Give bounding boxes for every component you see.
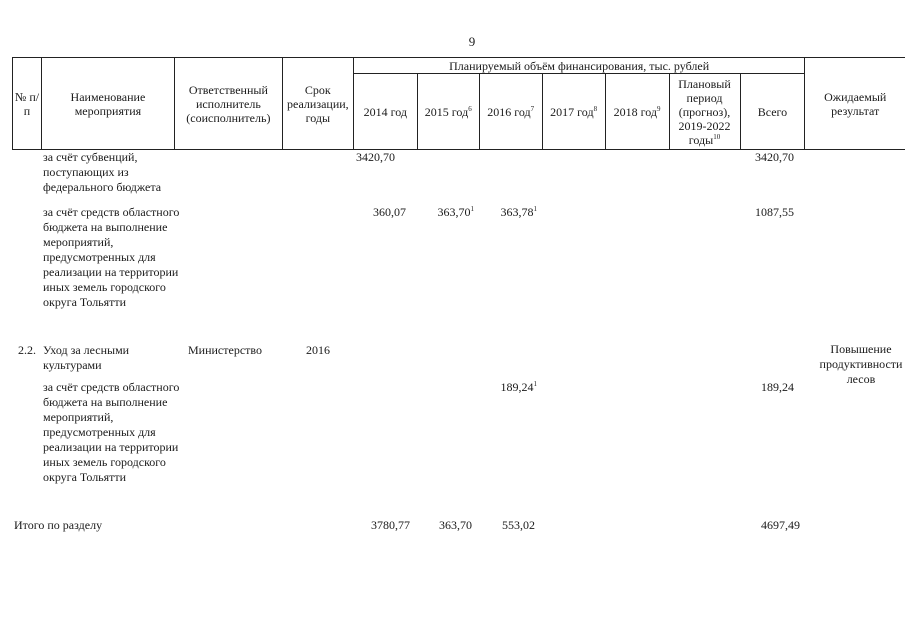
section-total-2015: 363,70 — [439, 518, 472, 532]
item22-2016: 189,24$^1$ — [500, 380, 537, 394]
header-col-2014: 2014 год — [353, 74, 417, 150]
item22-result: Повышение продуктивности лесов — [819, 342, 903, 386]
section-total-label: Итого по разделу — [14, 518, 103, 532]
item22-period: 2016 — [306, 343, 330, 357]
section-total-2014: 3780,77 — [371, 518, 410, 532]
page-number: 9 — [468, 34, 476, 49]
row-regional-total: 1087,55 — [755, 205, 794, 219]
row-subsidy-label: за счёт субвенций, поступающих из федерального бюджета — [43, 150, 162, 194]
row-regional-label: за счёт средств областного бюджета на выполнение мероприятий, предусмотренных для реализации на территории иных земель городского округа Тольятти — [43, 205, 180, 309]
header-col-2018: 2018 год$^9$ — [605, 74, 669, 150]
header-col-2016: 2016 год$^7$ — [479, 74, 542, 150]
item22-total: 189,24 — [761, 380, 794, 394]
item22-executor: Министерство — [188, 343, 262, 357]
row-subsidy-2014: 3420,70 — [356, 150, 395, 164]
header-funding-group: Планируемый объём финансирования, тыс. рублей — [353, 58, 805, 74]
section-total-2016: 553,02 — [502, 518, 535, 532]
row-regional-2016: 363,78$^1$ — [500, 205, 537, 219]
row-regional-2014: 360,07 — [373, 205, 406, 219]
header-col-period: Срок реализации, годы — [282, 58, 353, 150]
item22-funding-label: за счёт средств областного бюджета на выполнение мероприятий, предусмотренных для реализации на территории иных земель городского округа Тольятти — [43, 380, 180, 484]
header-col-executor: Ответственный исполнитель (соисполнитель) — [174, 58, 282, 150]
item22-name: Уход за лесными культурами — [43, 343, 130, 372]
table-header — [12, 57, 905, 150]
header-col-plan: Плановый период (прогноз), 2019-2022 годы$^{10}$ — [669, 74, 740, 150]
header-col-total: Всего — [740, 74, 805, 150]
item22-number: 2.2. — [18, 343, 36, 357]
header-col-name: Наименование мероприятия — [41, 58, 174, 150]
header-col-2015: 2015 год$^6$ — [417, 74, 479, 150]
row-subsidy-total: 3420,70 — [755, 150, 794, 164]
header-col-2017: 2017 год$^8$ — [542, 74, 605, 150]
section-total-all: 4697,49 — [761, 518, 800, 532]
header-col-number: № п/п — [13, 58, 42, 150]
header-col-result: Ожидаемый результат — [805, 58, 905, 150]
row-regional-2015: 363,70$^1$ — [437, 205, 474, 219]
